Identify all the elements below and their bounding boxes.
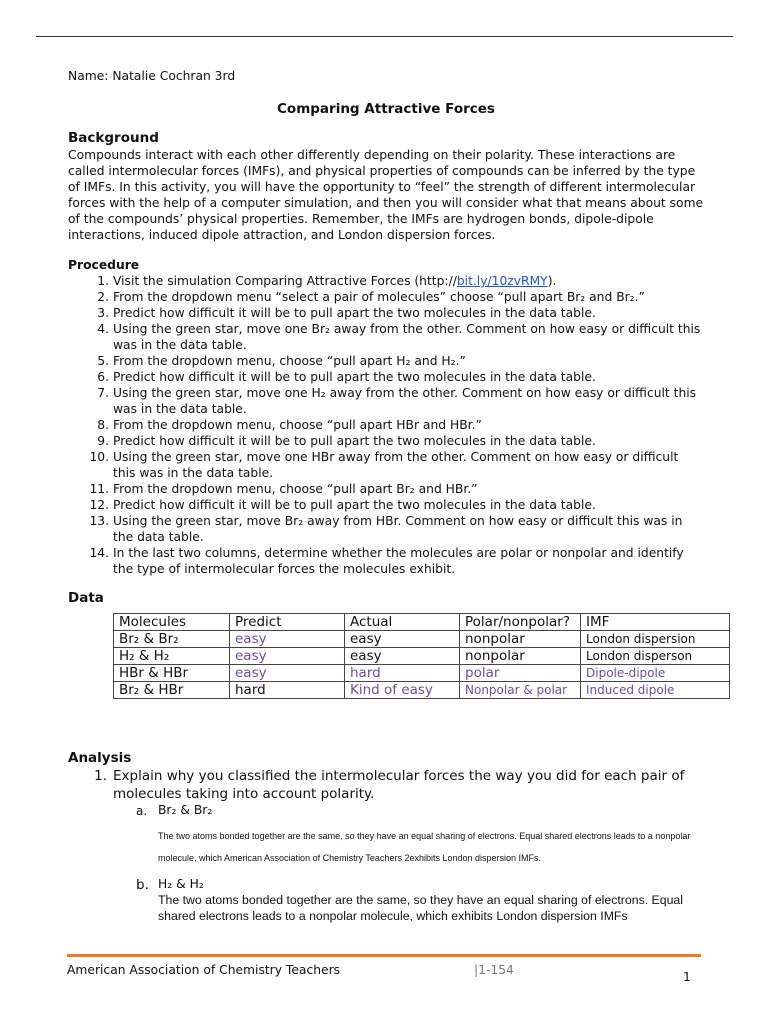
page-title: Comparing Attractive Forces <box>277 101 495 117</box>
procedure-step: 2. From the dropdown menu “select a pair of molecules” choose “pull apart Br₂ and Br₂.” <box>97 290 645 304</box>
table-row: HBr & HBr easy hard polar Dipole-dipole <box>114 665 730 682</box>
procedure-step: 1. Visit the simulation Comparing Attractive Forces (http://bit.ly/10zvRMY). <box>97 274 557 288</box>
procedure-step: 13. Using the green star, move Br₂ away from HBr. Comment on how easy or difficult this was in the data table. <box>89 514 683 544</box>
background-paragraph: Compounds interact with each other differently depending on their polarity. These interactions are called intermolecular forces (IMFs), and physical properties of compounds can be inferred by the type of IMFs. In this activity, you will have the opportunity to “feel” the strength of different intermolecular forces with the help of a computer simulation, and then you will consider what that means about some of the compounds’ physical properties. Remember, the IMFs are hydrogen bonds, dipole-dipole interactions, induced dipole attraction, and London dispersion forces. <box>68 148 704 242</box>
footer-rule <box>67 954 701 957</box>
header-cell: IMF <box>581 614 730 631</box>
procedure-list <box>68 273 704 577</box>
header-cell: Actual <box>345 614 460 631</box>
procedure-step: 12. Predict how difficult it will be to pull apart the two molecules in the data table. <box>89 498 596 512</box>
procedure-step: 14. In the last two columns, determine whether the molecules are polar or nonpolar and identify the type of intermolecular forces the molecules exhibit. <box>89 546 684 576</box>
background-heading: Background <box>68 130 159 146</box>
sub-question-a-heading: Br₂ & Br₂ <box>158 803 213 817</box>
student-name: Name: Natalie Cochran 3rd <box>68 69 236 83</box>
procedure-step: 10. Using the green star, move one HBr away from the other. Comment on how easy or difficult this was in the data table. <box>89 450 679 480</box>
header-cell: Predict <box>230 614 345 631</box>
procedure-step: 11. From the dropdown menu, choose “pull apart Br₂ and HBr.” <box>89 482 478 496</box>
footer-organization: American Association of Chemistry Teachers <box>67 963 341 977</box>
data-heading: Data <box>68 590 104 606</box>
sub-question-b-heading: H₂ & H₂ <box>158 877 204 891</box>
analysis-heading: Analysis <box>68 750 132 766</box>
procedure-step: 3. Predict how difficult it will be to pull apart the two molecules in the data table. <box>97 306 596 320</box>
table-row: Br₂ & HBr hard Kind of easy Nonpolar & polar Induced dipole <box>114 682 730 699</box>
data-table <box>113 613 730 699</box>
procedure-step: 9. Predict how difficult it will be to pull apart the two molecules in the data table. <box>97 434 596 448</box>
procedure-step: 4. Using the green star, move one Br₂ away from the other. Comment on how easy or difficult this was in the data table. <box>97 322 701 352</box>
procedure-step: 8. From the dropdown menu, choose “pull apart HBr and HBr.” <box>97 418 482 432</box>
procedure-step: 6. Predict how difficult it will be to pull apart the two molecules in the data table. <box>97 370 596 384</box>
sub-question-b-label: b. <box>136 877 149 893</box>
table-row: Br₂ & Br₂ easy easy nonpolar London dispersion <box>114 631 730 648</box>
table-row: H₂ & H₂ easy easy nonpolar London disperson <box>114 648 730 665</box>
table-header-row <box>114 614 730 631</box>
document-body <box>68 68 704 607</box>
procedure-heading: Procedure <box>68 258 140 272</box>
sub-question-a-label: a. <box>136 804 148 818</box>
sub-question-a-answer: The two atoms bonded together are the same, so they have an equal sharing of electrons. Equal shared electrons leads to a nonpolar molecule, which American Association of Chemistry Teachers 2exhibits London dispersion IMFs. <box>158 831 691 863</box>
procedure-step: 5. From the dropdown menu, choose “pull apart H₂ and H₂.” <box>97 354 466 368</box>
header-cell: Molecules <box>114 614 230 631</box>
analysis-question-1: 1. Explain why you classified the intermolecular forces the way you did for each pair of molecules taking into account polarity. <box>94 768 685 802</box>
sub-question-b-answer: The two atoms bonded together are the same, so they have an equal sharing of electrons. Equal shared electrons leads to a nonpolar molecule, which exhibits London dispersion IMFs <box>158 893 683 923</box>
top-rule <box>36 36 733 37</box>
simulation-link[interactable]: bit.ly/10zvRMY <box>456 274 548 288</box>
page-number: 1 <box>683 970 691 984</box>
procedure-step: 7. Using the green star, move one H₂ away from the other. Comment on how easy or difficult this was in the data table. <box>97 386 697 416</box>
header-cell: Polar/nonpolar? <box>460 614 581 631</box>
footer-code: |1-154 <box>474 963 514 977</box>
